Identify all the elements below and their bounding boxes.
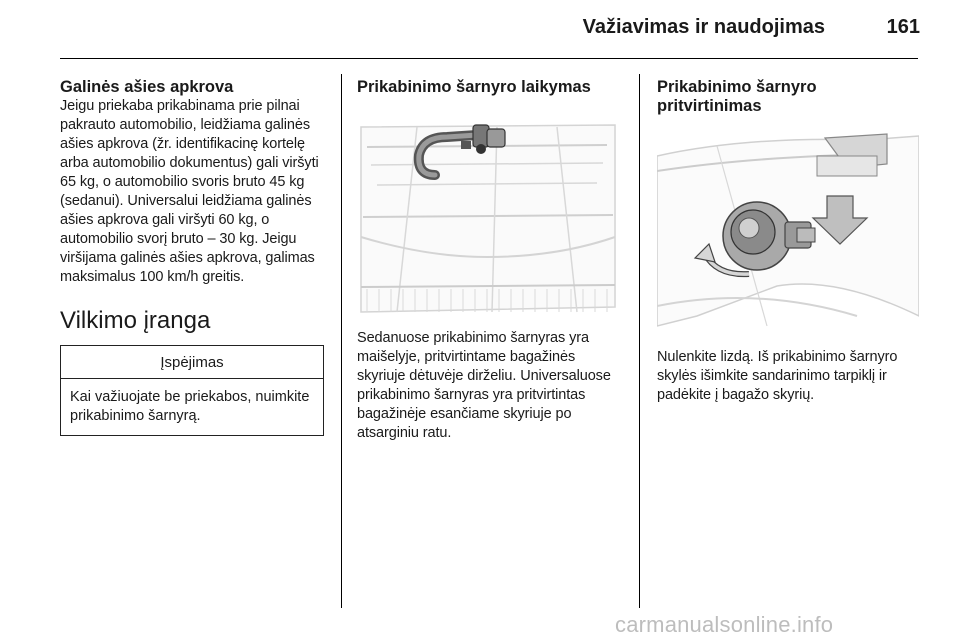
column-1 [60, 78, 328, 436]
warning-box [60, 345, 324, 436]
header-title: Važiavimas ir naudojimas [582, 16, 825, 38]
rear-axle-text: Jeigu priekaba prikabinama prie pilnai pakrauto automobilio, leidžiama galinės ašies apkrova (žr. identifikacinę kortelę arba automobilio dokumentus) gali viršyti 65 kg, o automobilio svoris bruto 45 kg (sedanui). Universalui leidžiama galinės ašies apkrova gali viršyti 60 kg, o automobilio svorį bruto – 30 kg. Jeigu viršijama galinės ašies apkrova, galimas maksimalus 100 km/h greitis. [60, 98, 319, 285]
section-title-towing: Vilkimo įranga [60, 307, 211, 334]
section-heading-storage: Prikabinimo šarnyro laikymas [357, 78, 591, 96]
storage-text: Sedanuose prikabinimo šarnyras yra maišelyje, pritvirtintame bagažinės skyriuje dėtuvėje dirželiu. Universaluose prikabinimo šarnyras yra pritvirtintas bagažinėje esančiame skyriuje po atsarginiu ratu. [357, 330, 611, 441]
section-heading-mounting: Prikabinimo šarnyro pritvirtinimas [657, 78, 817, 115]
page-number: 161 [886, 16, 920, 38]
column-divider-2 [639, 74, 640, 608]
towbar-mounting-illustration [657, 126, 919, 338]
column-3 [657, 78, 919, 405]
header-rule [60, 58, 918, 59]
watermark: carmanualsonline.info [615, 612, 834, 637]
mounting-text: Nulenkite lizdą. Iš prikabinimo šarnyro skylės išimkite sandarinimo tarpiklį ir padėkite į bagažo skyrių. [657, 349, 898, 403]
section-heading-rear-axle: Galinės ašies apkrova [60, 78, 234, 96]
column-2 [357, 78, 623, 443]
towbar-storage-illustration [357, 107, 619, 319]
warning-title: Įspėjimas [61, 346, 323, 379]
warning-text: Kai važiuojate be priekabos, nuimkite prikabinimo šarnyrą. [70, 389, 310, 424]
column-divider-1 [341, 74, 342, 608]
